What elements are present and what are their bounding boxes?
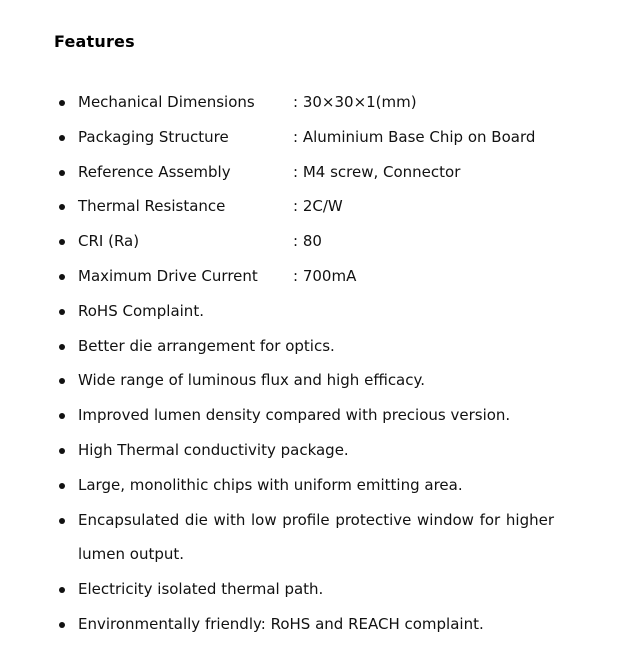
- spec-item-thermal-resistance: [58, 189, 578, 224]
- bullet-icon: [59, 378, 65, 384]
- feature-item: [58, 607, 578, 642]
- feature-item: [58, 503, 554, 573]
- bullet-icon: [59, 483, 65, 489]
- bullet-icon: [59, 170, 65, 176]
- feature-item: [58, 468, 578, 503]
- spec-item-cri: [58, 224, 578, 259]
- bullet-icon: [59, 309, 65, 315]
- spec-value: : 30×30×1(mm): [293, 93, 417, 111]
- feature-text: Wide range of luminous flux and high efficacy.: [78, 371, 426, 390]
- features-list: [58, 85, 578, 642]
- feature-text: RoHS Complaint.: [78, 301, 204, 320]
- bullet-icon: [59, 135, 65, 141]
- bullet-icon: [59, 274, 65, 280]
- feature-text: High Thermal conductivity package.: [78, 440, 349, 459]
- spec-label: Mechanical Dimensions: [78, 93, 255, 111]
- spec-label: Maximum Drive Current: [78, 266, 258, 285]
- feature-item: [58, 294, 578, 329]
- spec-value: : 80: [293, 232, 322, 251]
- bullet-icon: [59, 239, 65, 245]
- bullet-icon: [59, 204, 65, 210]
- bullet-icon: [59, 344, 65, 350]
- feature-item: [58, 363, 578, 398]
- bullet-icon: [59, 413, 65, 419]
- feature-text: Encapsulated die with low profile protective window for higher lumen output.: [78, 510, 554, 564]
- spec-label: Thermal Resistance: [78, 197, 226, 216]
- spec-value: : 700mA: [293, 266, 357, 285]
- spec-label: CRI (Ra): [78, 232, 140, 251]
- feature-item: [58, 398, 578, 433]
- features-heading: Features: [54, 32, 135, 51]
- bullet-icon: [59, 518, 65, 524]
- spec-label: Packaging Structure: [78, 127, 229, 146]
- spec-item-mechanical-dimensions: [58, 85, 578, 120]
- feature-item: [58, 572, 578, 607]
- feature-text: Better die arrangement for optics.: [78, 336, 335, 355]
- spec-value: : 2C/W: [293, 197, 343, 216]
- feature-item: [58, 329, 578, 364]
- feature-text: Environmentally friendly: RoHS and REACH complaint.: [78, 614, 484, 633]
- feature-item: [58, 433, 578, 468]
- spec-label: Reference Assembly: [78, 162, 231, 181]
- bullet-icon: [59, 448, 65, 454]
- feature-text: Electricity isolated thermal path.: [78, 580, 324, 599]
- spec-value: : M4 screw, Connector: [293, 162, 461, 181]
- spec-value: : Aluminium Base Chip on Board: [293, 127, 536, 146]
- spec-item-reference-assembly: [58, 155, 578, 190]
- feature-text: Large, monolithic chips with uniform emitting area.: [78, 475, 463, 494]
- spec-item-maximum-drive-current: [58, 259, 578, 294]
- bullet-icon: [59, 622, 65, 628]
- bullet-icon: [59, 587, 65, 593]
- feature-text: Improved lumen density compared with precious version.: [78, 406, 511, 425]
- spec-item-packaging-structure: [58, 120, 578, 155]
- bullet-icon: [59, 100, 65, 106]
